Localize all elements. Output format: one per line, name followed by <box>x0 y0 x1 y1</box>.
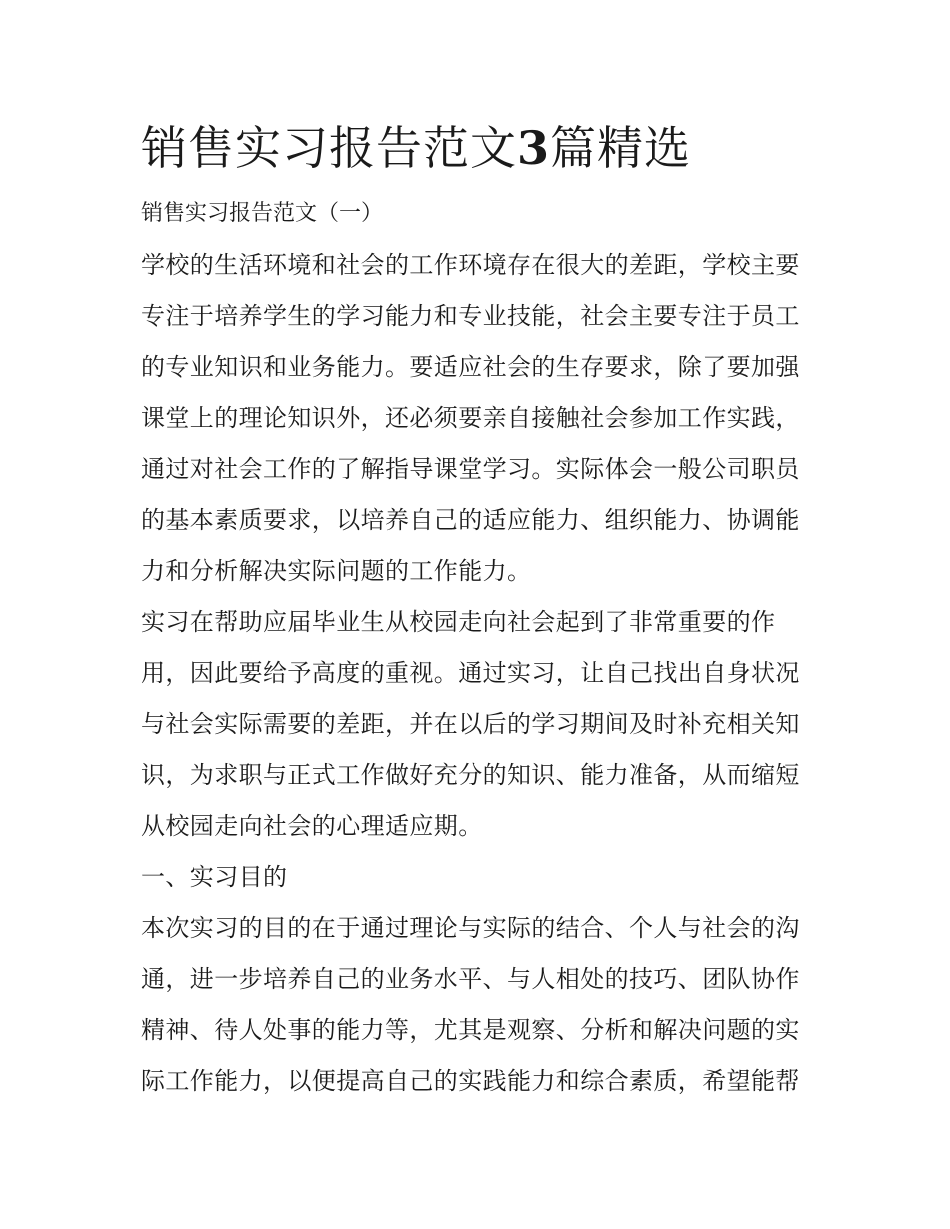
body-line: 力和分析解决实际问题的工作能力。 <box>141 557 532 585</box>
body-line: 的基本素质要求，以培养自己的适应能力、组织能力、协调能 <box>141 506 800 534</box>
document-title <box>141 118 813 178</box>
body-line: 课堂上的理论知识外，还必须要亲自接触社会参加工作实践， <box>141 404 800 432</box>
title-text-end: 篇精选 <box>550 121 692 175</box>
body-line: 精神、待人处事的能力等，尤其是观察、分析和解决问题的实 <box>141 1016 800 1044</box>
body-line: 通过对社会工作的了解指导课堂学习。实际体会一般公司职员 <box>141 455 800 483</box>
title-text: 销售实习报告范文 <box>141 121 517 175</box>
document-content <box>141 118 813 1107</box>
body-line: 学校的生活环境和社会的工作环境存在很大的差距，学校主要 <box>141 251 800 279</box>
body-line: 通，进一步培养自己的业务水平、与人相处的技巧、团队协作 <box>141 965 800 993</box>
body-line: 际工作能力，以便提高自己的实践能力和综合素质，希望能帮 <box>141 1067 800 1095</box>
title-number: 3 <box>517 121 551 175</box>
body-line: 的专业知识和业务能力。要适应社会的生存要求，除了要加强 <box>141 353 800 381</box>
section-heading: 一、实习目的 <box>141 863 288 891</box>
body-line: 本次实习的目的在于通过理论与实际的结合、个人与社会的沟 <box>141 914 800 942</box>
body-line: 识，为求职与正式工作做好充分的知识、能力准备，从而缩短 <box>141 761 800 789</box>
section-subtitle: 销售实习报告范文（一） <box>141 201 384 226</box>
body-line: 实习在帮助应届毕业生从校园走向社会起到了非常重要的作 <box>141 608 776 636</box>
body-line: 从校园走向社会的心理适应期。 <box>141 812 483 840</box>
body-line: 专注于培养学生的学习能力和专业技能，社会主要专注于员工 <box>141 302 800 330</box>
body-line: 与社会实际需要的差距，并在以后的学习期间及时补充相关知 <box>141 710 800 738</box>
body-line: 用，因此要给予高度的重视。通过实习，让自己找出自身状况 <box>141 659 800 687</box>
